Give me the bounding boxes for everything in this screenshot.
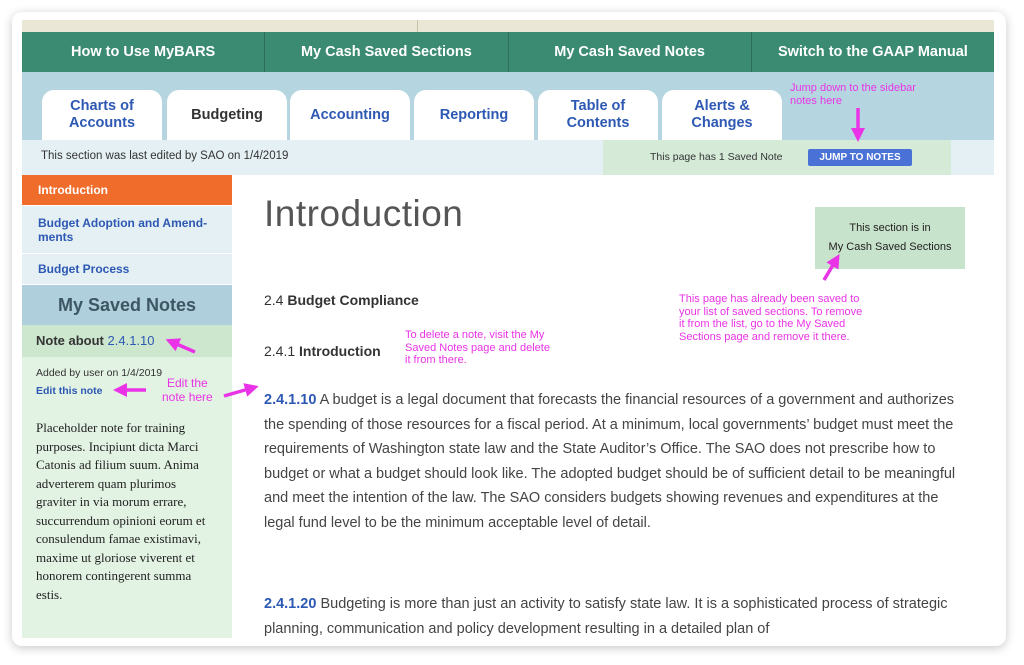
- note-about-label: Note about: [36, 333, 104, 348]
- page-title: Introduction: [264, 193, 464, 234]
- nav-gaap-manual[interactable]: Switch to the GAAP Manual: [751, 32, 994, 72]
- annotation-line: Saved Notes page and delete: [405, 341, 550, 354]
- annotation-line: it from there.: [405, 354, 467, 366]
- arrow-paragraph-icon: [224, 388, 252, 396]
- tab-label: Accounting: [310, 106, 390, 123]
- annotation-line: notes here: [790, 94, 842, 107]
- paragraph-text: Budgeting is more than just an activity to satisfy state law. It is a sophisticated process of strategic planning, communication and policy development resulting in a detailed plan of: [264, 596, 948, 637]
- saved-note-count: This page has 1 Saved Note: [650, 151, 783, 163]
- annotation-line: Jump down to the sidebar: [790, 82, 916, 94]
- saved-badge-line2: My Cash Saved Sections: [828, 241, 952, 253]
- section-number: 2.4.1: [264, 343, 296, 359]
- tab-label: Budgeting: [191, 106, 263, 123]
- section-title: Introduction: [299, 343, 381, 359]
- saved-badge-line1: This section is in: [849, 222, 931, 234]
- saved-notes-heading: My Saved Notes: [22, 285, 232, 325]
- paragraph-ref-link[interactable]: 2.4.1.10: [264, 392, 317, 408]
- paragraph-text: A budget is a legal document that forecasts the financial resources of a government and authorizes the spending of those resources for a fiscal period. At a minimum, local governments’ budget must meet the requirements of Washington state law and the State Auditor’s Office. The SAO does not prescribe how to budget or what a budget should look like. The adopted budget should be of sufficient detail to be meaningful and meet the intention of the law. The SAO considers budgets showing revenues and expenditures at the legal fund level to be the minimum acceptable level of detail.: [264, 392, 956, 531]
- annotation-line: To delete a note, visit the My: [405, 329, 545, 341]
- annotation-line: Sections page and remove it there.: [679, 330, 850, 343]
- annotation-line: This page has already been saved to: [679, 293, 860, 305]
- section-title: Budget Compliance: [287, 292, 419, 308]
- edit-note-link[interactable]: Edit this note: [36, 385, 103, 397]
- annotation-arrows: [12, 12, 1006, 646]
- note-section-link[interactable]: 2.4.1.10: [107, 333, 155, 348]
- sidebar-item-label-cont: ments: [38, 229, 74, 244]
- app-window: [12, 12, 1006, 646]
- note-text: Placeholder note for training purposes. Incipiunt dicta Marci Catonis ad filium suum. Anima adverterem quam plurimos graviter in via morum errare, succurrendum opinioni eorum et consulendum famae existimavi, maxime ut gloriose viverent et honorem contingerent summa estis.: [36, 420, 206, 602]
- arrow-note-link-icon: [172, 342, 195, 352]
- last-edited-text: This section was last edited by SAO on 1/4/2019: [41, 150, 289, 162]
- sidebar-item-budget-process[interactable]: Budget Process: [22, 254, 232, 285]
- annotation-line: it from the list, go to the My Saved: [679, 318, 846, 330]
- tab-label: Charts of Accounts: [68, 98, 136, 131]
- annotation-line: your list of saved sections. To remove: [679, 305, 863, 318]
- arrow-saved-box-icon: [824, 260, 836, 280]
- jump-to-notes-button[interactable]: JUMP TO NOTES: [808, 149, 912, 166]
- sidebar-item-introduction[interactable]: Introduction: [22, 175, 232, 206]
- sidebar-item-label: Budget Adoption and Amend-: [38, 215, 208, 230]
- nav-saved-sections[interactable]: My Cash Saved Sections: [264, 32, 507, 72]
- note-added-by: Added by user on 1/4/2019: [36, 367, 163, 379]
- annotation-line: Edit the: [167, 376, 208, 390]
- tab-label: Table of Contents: [566, 98, 630, 131]
- paragraph-ref-link[interactable]: 2.4.1.20: [264, 596, 317, 612]
- nav-how-to-use[interactable]: How to Use MyBARS: [71, 44, 216, 60]
- nav-saved-notes[interactable]: My Cash Saved Notes: [508, 32, 751, 72]
- annotation-line: note here: [162, 390, 213, 404]
- tab-label: Alerts & Changes: [691, 98, 753, 131]
- section-number: 2.4: [264, 292, 284, 308]
- tab-label: Reporting: [439, 106, 509, 123]
